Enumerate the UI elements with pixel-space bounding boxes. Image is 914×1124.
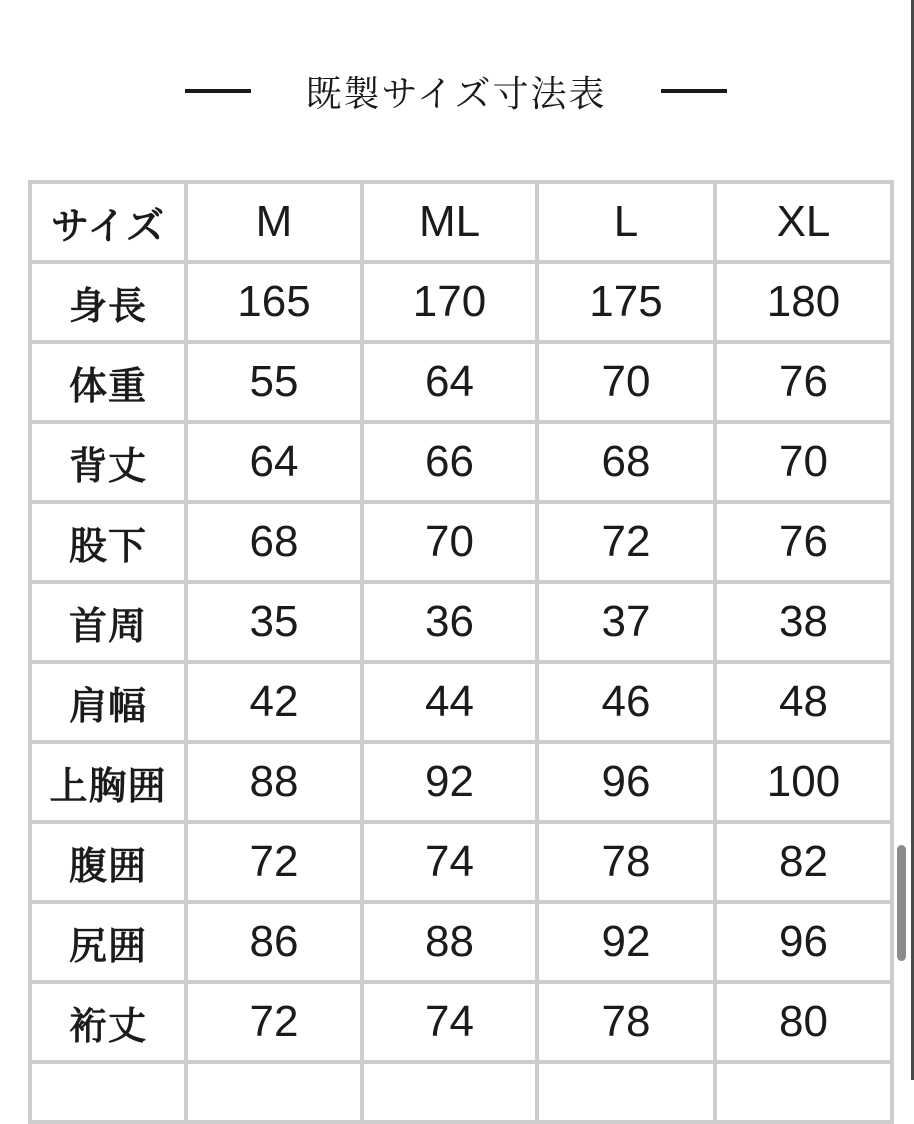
page-title-block bbox=[185, 66, 727, 116]
title-dash-left bbox=[185, 89, 251, 93]
row-label: 背丈 bbox=[30, 422, 186, 502]
size-table bbox=[28, 180, 894, 1124]
header-cell-size-label: サイズ bbox=[30, 182, 186, 262]
cell-value: 46 bbox=[537, 662, 715, 742]
cell-value: 44 bbox=[362, 662, 537, 742]
empty-cell bbox=[715, 1062, 892, 1122]
empty-cell bbox=[362, 1062, 537, 1122]
table-row-neck bbox=[30, 582, 892, 662]
row-label: 上胸囲 bbox=[30, 742, 186, 822]
cell-value: 72 bbox=[186, 982, 362, 1062]
table-row-waist bbox=[30, 822, 892, 902]
row-label: 腹囲 bbox=[30, 822, 186, 902]
cell-value: 86 bbox=[186, 902, 362, 982]
cell-value: 175 bbox=[537, 262, 715, 342]
table-row-inseam bbox=[30, 502, 892, 582]
scrollbar-thumb[interactable] bbox=[897, 845, 906, 961]
cell-value: 55 bbox=[186, 342, 362, 422]
cell-value: 37 bbox=[537, 582, 715, 662]
cell-value: 64 bbox=[186, 422, 362, 502]
table-row-upper-chest bbox=[30, 742, 892, 822]
cell-value: 180 bbox=[715, 262, 892, 342]
cell-value: 36 bbox=[362, 582, 537, 662]
table-row-sleeve bbox=[30, 982, 892, 1062]
cell-value: 100 bbox=[715, 742, 892, 822]
cell-value: 76 bbox=[715, 502, 892, 582]
cell-value: 70 bbox=[362, 502, 537, 582]
empty-cell bbox=[30, 1062, 186, 1122]
cell-value: 74 bbox=[362, 982, 537, 1062]
table-row-shoulder bbox=[30, 662, 892, 742]
cell-value: 88 bbox=[362, 902, 537, 982]
cell-value: 76 bbox=[715, 342, 892, 422]
cell-value: 35 bbox=[186, 582, 362, 662]
table-row-weight bbox=[30, 342, 892, 422]
cell-value: 80 bbox=[715, 982, 892, 1062]
cell-value: 38 bbox=[715, 582, 892, 662]
header-cell-size-l: L bbox=[537, 182, 715, 262]
table-row-hip bbox=[30, 902, 892, 982]
cell-value: 68 bbox=[537, 422, 715, 502]
cell-value: 96 bbox=[715, 902, 892, 982]
cell-value: 92 bbox=[537, 902, 715, 982]
cell-value: 42 bbox=[186, 662, 362, 742]
row-label: 首周 bbox=[30, 582, 186, 662]
cell-value: 78 bbox=[537, 822, 715, 902]
row-label: 股下 bbox=[30, 502, 186, 582]
empty-cell bbox=[186, 1062, 362, 1122]
cell-value: 72 bbox=[537, 502, 715, 582]
table-row-partial bbox=[30, 1062, 892, 1122]
cell-value: 70 bbox=[537, 342, 715, 422]
header-cell-size-xl: XL bbox=[715, 182, 892, 262]
row-label: 体重 bbox=[30, 342, 186, 422]
cell-value: 82 bbox=[715, 822, 892, 902]
row-label: 肩幅 bbox=[30, 662, 186, 742]
header-row bbox=[30, 182, 892, 262]
cell-value: 165 bbox=[186, 262, 362, 342]
table-row-height bbox=[30, 262, 892, 342]
cell-value: 48 bbox=[715, 662, 892, 742]
cell-value: 72 bbox=[186, 822, 362, 902]
header-cell-size-ml: ML bbox=[362, 182, 537, 262]
cell-value: 96 bbox=[537, 742, 715, 822]
cell-value: 74 bbox=[362, 822, 537, 902]
table-row-back-length bbox=[30, 422, 892, 502]
cell-value: 64 bbox=[362, 342, 537, 422]
cell-value: 70 bbox=[715, 422, 892, 502]
header-cell-size-m: M bbox=[186, 182, 362, 262]
cell-value: 78 bbox=[537, 982, 715, 1062]
row-label: 裄丈 bbox=[30, 982, 186, 1062]
cell-value: 68 bbox=[186, 502, 362, 582]
page-title: 既製サイズ寸法表 bbox=[305, 72, 607, 114]
row-label: 身長 bbox=[30, 262, 186, 342]
cell-value: 66 bbox=[362, 422, 537, 502]
cell-value: 92 bbox=[362, 742, 537, 822]
row-label: 尻囲 bbox=[30, 902, 186, 982]
title-dash-right bbox=[661, 89, 727, 93]
cell-value: 170 bbox=[362, 262, 537, 342]
cell-value: 88 bbox=[186, 742, 362, 822]
empty-cell bbox=[537, 1062, 715, 1122]
